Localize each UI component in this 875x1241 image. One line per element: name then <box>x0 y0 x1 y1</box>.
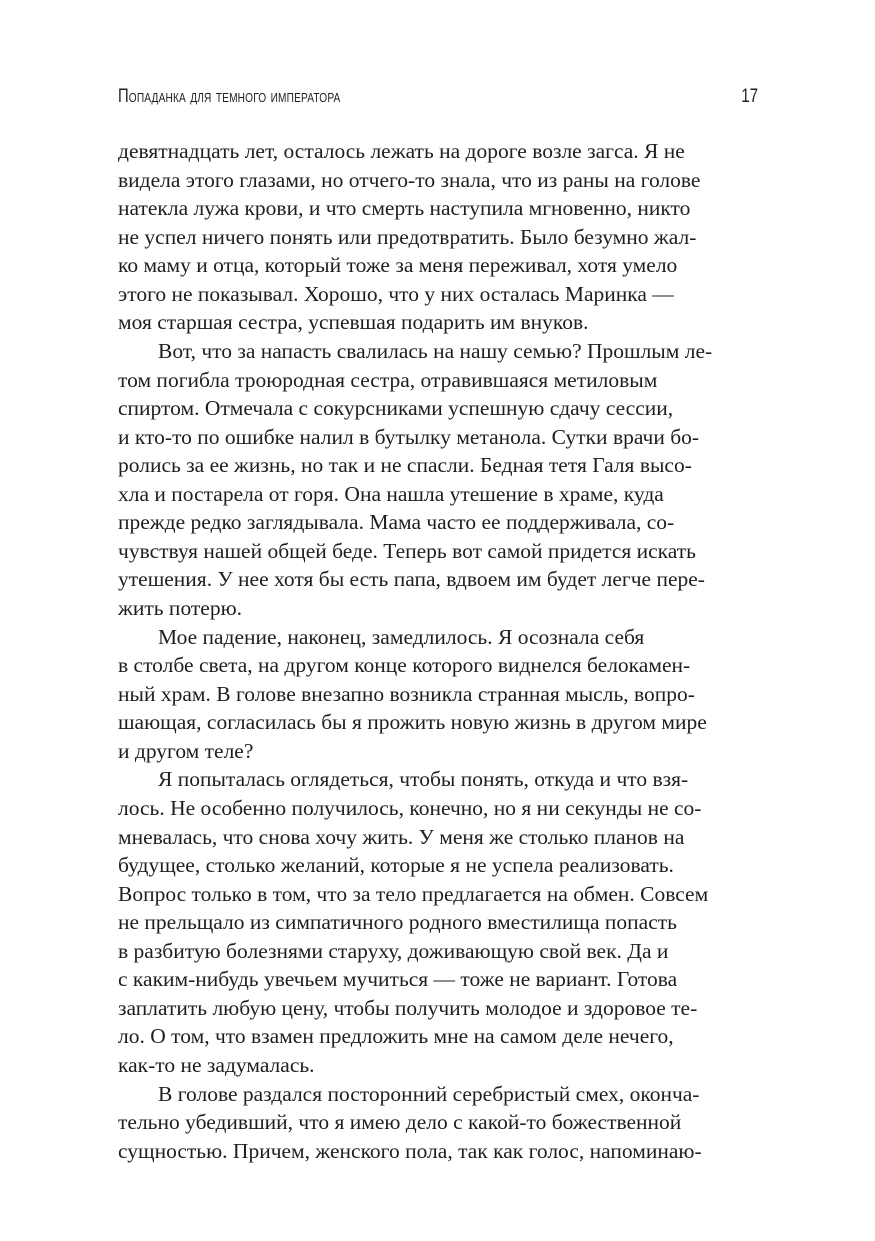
text-line: Вопрос только в том, что за тело предлагается на обмен. Совсем <box>118 881 709 906</box>
text-line: ный храм. В голове внезапно возникла странная мысль, вопро- <box>118 681 695 706</box>
text-line: и кто-то по ошибке налил в бутылку метанола. Сутки врачи бо- <box>118 424 700 449</box>
text-line: утешения. У нее хотя бы есть папа, вдвоем им будет легче пере- <box>118 567 705 592</box>
text-line: сущностью. Причем, женского пола, так как голос, напоминаю- <box>118 1138 702 1163</box>
text-line: шающая, согласилась бы я прожить новую жизнь в другом мире <box>118 710 707 735</box>
text-line: моя старшая сестра, успевшая подарить им внуков. <box>118 310 589 335</box>
text-line: ло. О том, что взамен предложить мне на самом деле нечего, <box>118 1024 674 1049</box>
text-line: натекла лужа крови, и что смерть наступила мгновенно, никто <box>118 196 691 221</box>
text-line: не успел ничего понять или предотвратить. Было безумно жал- <box>118 224 697 249</box>
paragraph <box>118 623 758 766</box>
text-line: спиртом. Отмечала с сокурсниками успешную сдачу сессии, <box>118 396 674 421</box>
text-line: видела этого глазами, но отчего-то знала, что из раны на голове <box>118 167 701 192</box>
text-line: Я попыталась оглядеться, чтобы понять, откуда и что взя- <box>158 767 689 792</box>
text-line: лось. Не особенно получилось, конечно, но я ни секунды не со- <box>118 795 702 820</box>
text-line: с каким-нибудь увечьем мучиться — тоже не вариант. Готова <box>118 967 678 992</box>
text-line: хла и постарела от горя. Она нашла утешение в храме, куда <box>118 481 664 506</box>
text-line: Вот, что за напасть свалилась на нашу семью? Прошлым ле- <box>158 338 713 363</box>
text-line: девятнадцать лет, осталось лежать на дороге возле загса. Я не <box>118 139 685 163</box>
text-line: Мое падение, наконец, замедлилось. Я осознала себя <box>158 624 645 649</box>
text-line: как-то не задумалась. <box>118 1053 315 1077</box>
text-line: ролись за ее жизнь, но так и не спасли. Бедная тетя Галя высо- <box>118 453 692 478</box>
text-line: заплатить любую цену, чтобы получить молодое и здоровое те- <box>118 995 698 1020</box>
text-line: мневалась, что снова хочу жить. У меня же столько планов на <box>118 824 685 849</box>
running-title: Попаданка для темного императора <box>118 86 341 107</box>
text-line: ко маму и отца, который тоже за меня переживал, хотя умело <box>118 253 678 278</box>
text-line: прежде редко заглядывала. Мама часто ее поддерживала, со- <box>118 510 675 535</box>
text-line: в столбе света, на другом конце которого виднелся белокамен- <box>118 653 691 678</box>
text-line: том погибла троюродная сестра, отравившаяся метиловым <box>118 367 658 392</box>
paragraph <box>118 337 758 623</box>
text-line: не прельщало из симпатичного родного вместилища попасть <box>118 910 677 935</box>
running-header <box>118 86 758 116</box>
paragraph <box>118 137 758 337</box>
paragraph <box>118 1080 758 1166</box>
text-line: тельно убедивший, что я имею дело с какой-то божественной <box>118 1110 682 1135</box>
paragraph <box>118 765 758 1079</box>
text-line: жить потерю. <box>118 596 243 620</box>
text-line: и другом теле? <box>118 738 254 763</box>
text-line: этого не показывал. Хорошо, что у них осталась Маринка — <box>118 281 674 306</box>
page-number: 17 <box>741 86 758 107</box>
text-line: будущее, столько желаний, которые я не успела реализовать. <box>118 853 674 878</box>
body-text <box>118 137 758 1165</box>
text-line: чувствуя нашей общей беде. Теперь вот самой придется искать <box>118 538 696 563</box>
text-line: В голове раздался посторонний серебристый смех, оконча- <box>158 1081 700 1106</box>
text-line: в разбитую болезнями старуху, доживающую свой век. Да и <box>118 938 669 963</box>
